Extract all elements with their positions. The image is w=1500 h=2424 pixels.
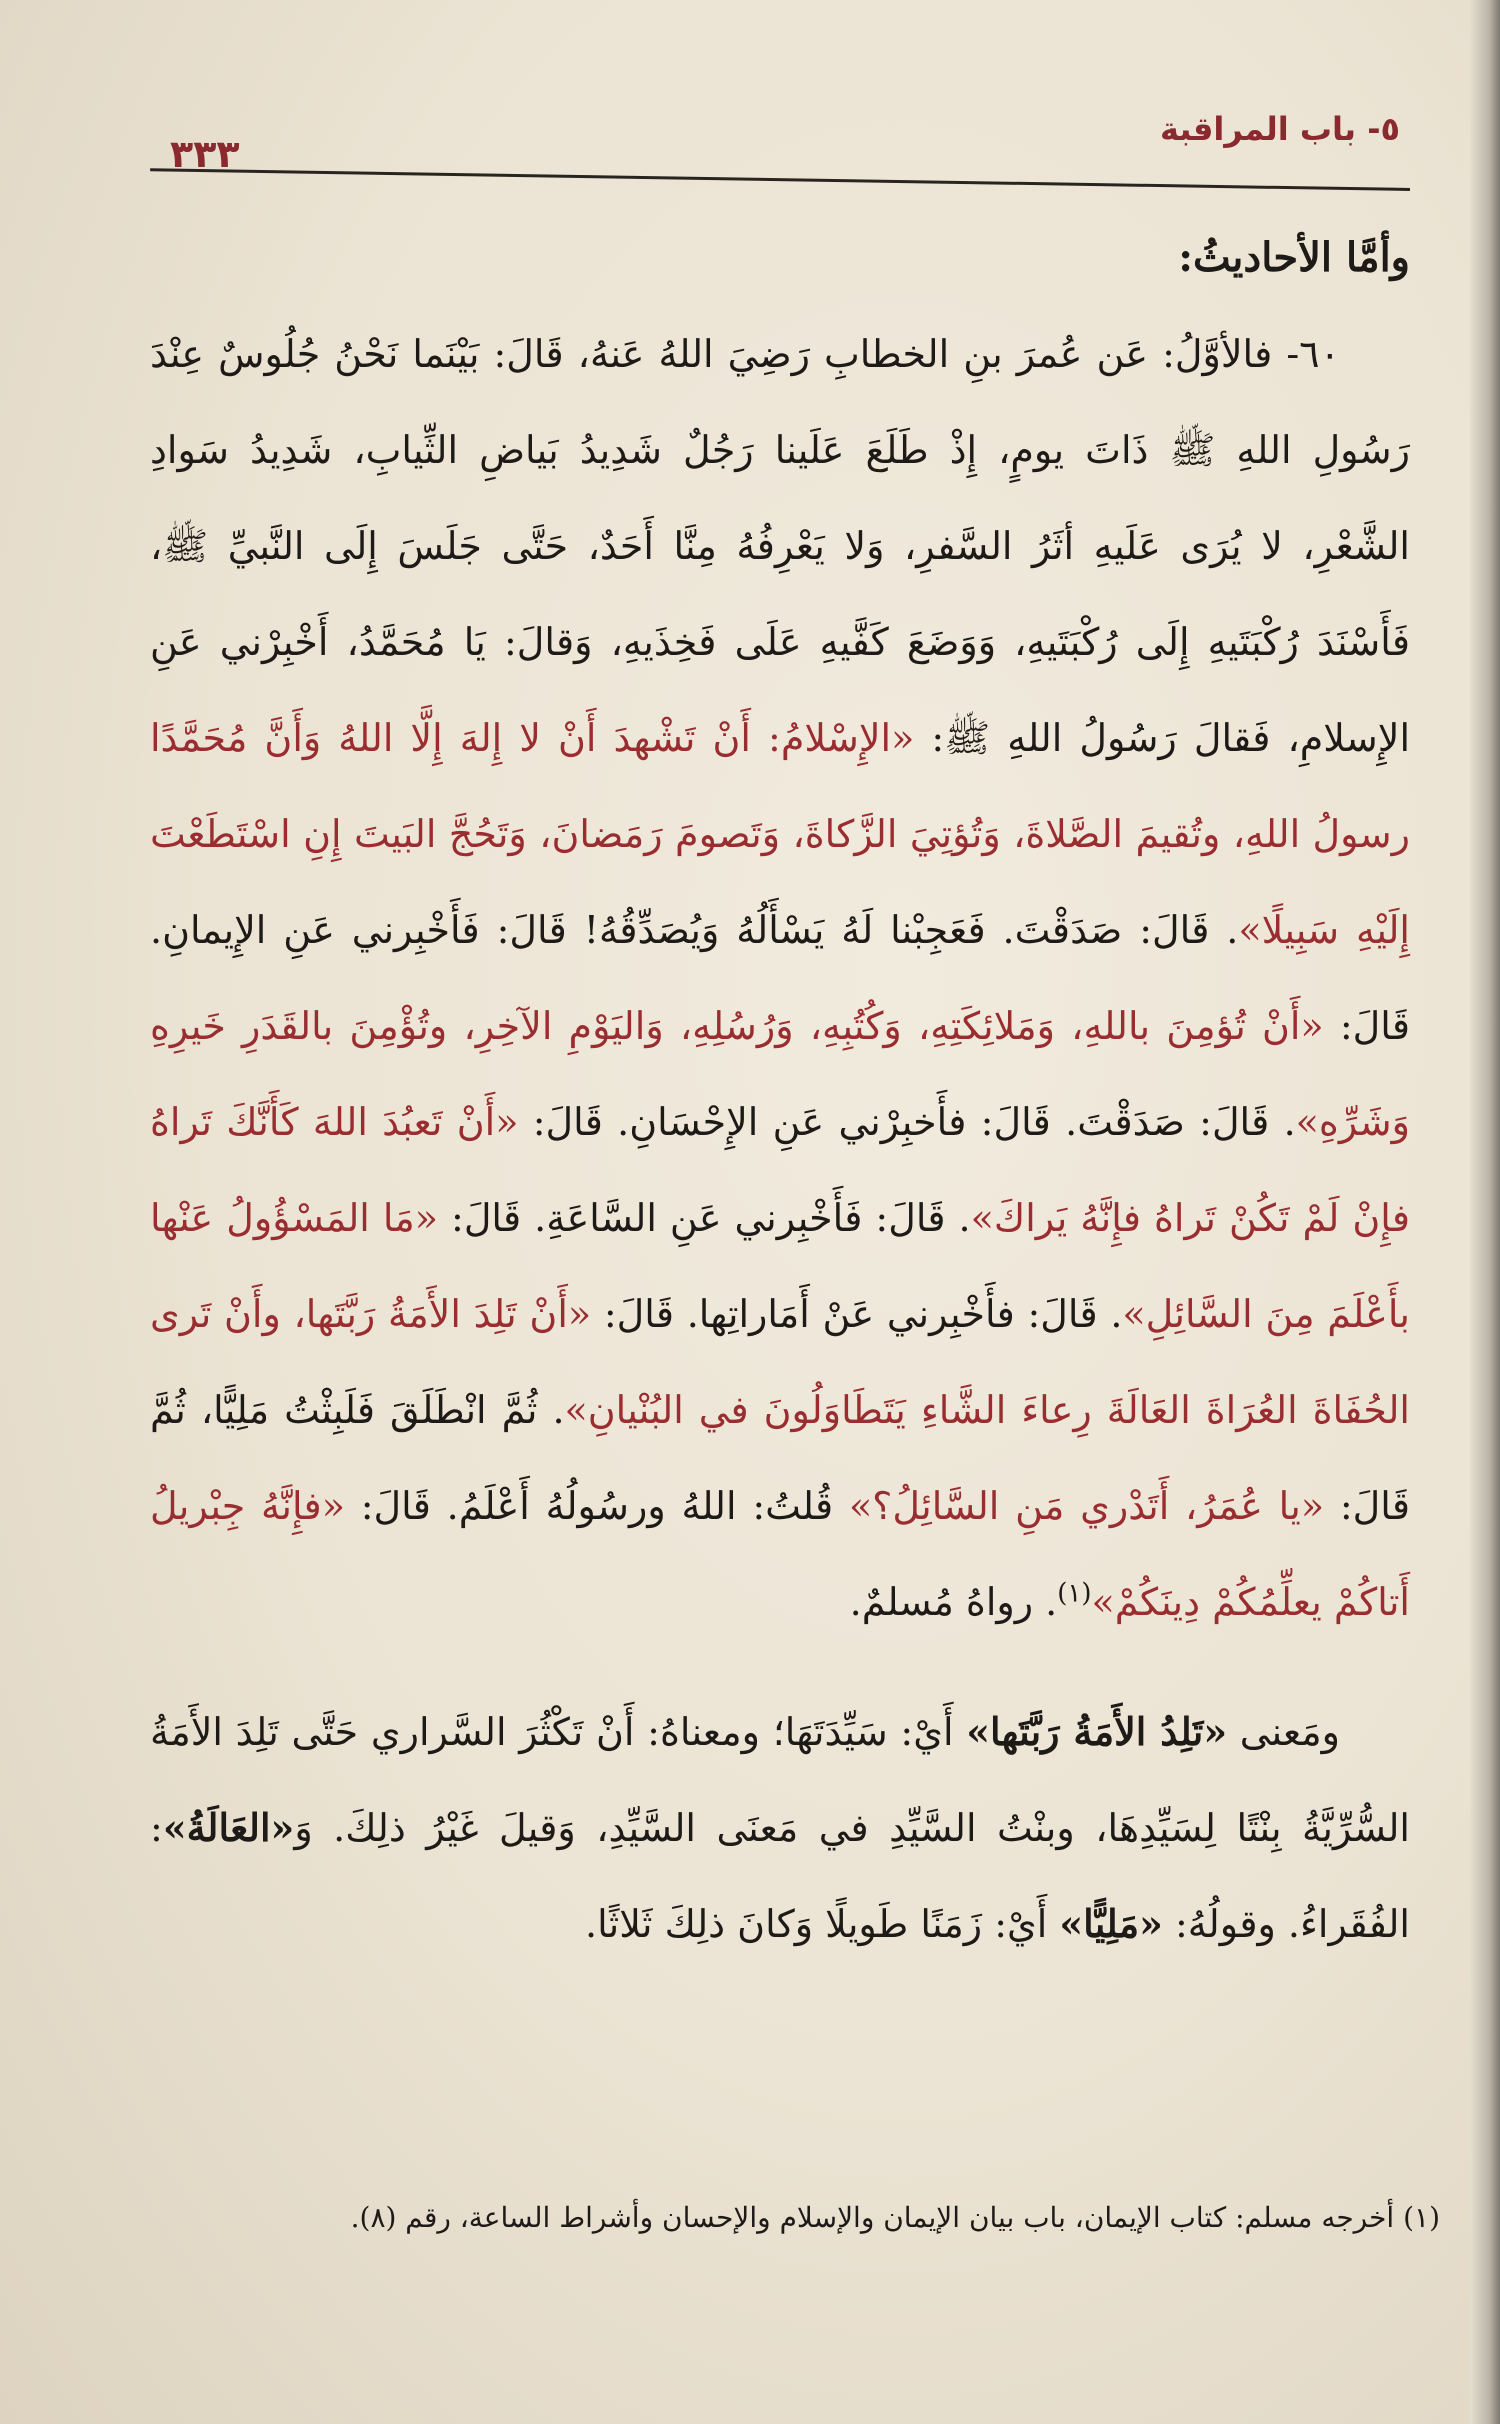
hadith-paragraph <box>150 306 1410 1650</box>
page-edge-shadow <box>1470 0 1500 2424</box>
prophet-quote: «أَنْ تُؤمِنَ باللهِ، وَمَلائِكَتِهِ، وَكُتُبِهِ، وَرُسُلِهِ، وَاليَوْمِ الآخِرِ، وتُؤْمِنَ بالقَدَرِ خَيرِهِ وَشَرِّهِ» <box>150 1004 1410 1144</box>
explanation-text: أَيْ: زَمَنًا طَويلًا وَكانَ ذلِكَ ثَلاثًا. <box>585 1902 1060 1946</box>
prophet-quote: «مَا المَسْؤُولُ عَنْها بأَعْلَمَ مِنَ السَّائِلِ» <box>150 1196 1411 1336</box>
explained-term: «العَالَةُ» <box>162 1805 295 1850</box>
explanation-text: ومَعنى <box>1227 1710 1340 1754</box>
prophet-quote: «يا عُمَرُ، أَتَدْري مَنِ السَّائِلُ؟» <box>848 1484 1325 1528</box>
hadith-text: ٦٠- فالأوَّلُ: عَن عُمرَ بنِ الخطابِ رَضِيَ اللهُ عَنهُ، قَالَ: بَيْنَما نَحْنُ جُلُوسٌ عِنْدَ رَسُولِ اللهِ ﷺ ذَاتَ يومٍ، إِذْ طَلَعَ عَلَينا رَجُلٌ شَدِيدُ بَياضِ الثِّيابِ، شَدِيدُ سَوادِ الشَّعْرِ، لا يُرَى عَلَيهِ أثَرُ السَّفرِ، وَلا يَعْرِفُهُ مِنَّا أَحَدٌ، حَتَّى جَلَسَ إِلَى النَّبيِّ ﷺ، فَأَسْنَدَ رُكْبَتَيهِ إِلَى رُكْبَتَيهِ، وَوَضَعَ كَفَّيهِ عَلَى فَخِذَيهِ، وَقالَ: يَا مُحَمَّدُ، أَخْبِرْني عَنِ الإِسلامِ، فَقالَ رَسُولُ اللهِ ﷺ: <box>150 332 1410 760</box>
main-text <box>150 210 1410 1972</box>
hadith-text: . قَالَ: فَأَخْبِرني عَنِ السَّاعَةِ. قَالَ: <box>438 1196 971 1240</box>
explanation-text: أَيْ: سَيِّدَتَهَا؛ ومعناهُ: أَنْ تَكْثُرَ السَّراري حَتَّى تَلِدَ الأَمَةُ السُّرِّيَّةُ بِنْتًا لِسَيِّدِهَا، وبنْتُ السَّيِّدِ في مَعنَى السَّيِّدِ، وَقيلَ غَيْرُ ذلِكَ. وَ <box>150 1710 1410 1850</box>
header-rule <box>150 168 1410 191</box>
footnote-text: (١) أخرجه مسلم: كتاب الإيمان، باب بيان الإيمان والإسلام والإحسان وأشراط الساعة، رقم (٨). <box>350 2201 1440 2234</box>
explanation-paragraph <box>150 1684 1410 1972</box>
prophet-quote: «الإِسْلامُ: أَنْ تَشْهدَ أَنْ لا إِلهَ إِلَّا اللهُ وَأَنَّ مُحَمَّدًا رسولُ اللهِ، وتُقيمَ الصَّلاةَ، وَتُؤتِيَ الزَّكاةَ، وَتَصومَ رَمَضانَ، وَتَحُجَّ البَيتَ إِنِ اسْتَطَعْتَ إِلَيْهِ سَبِيلًا» <box>150 716 1410 952</box>
section-heading: وأمَّا الأحاديثُ: <box>1178 234 1410 281</box>
hadith-text: . قَالَ: صَدَقْتَ. فَعَجِبْنا لَهُ يَسْأَلُهُ وَيُصَدِّقُهُ! قَالَ: فَأَخْبِرني عَنِ الإِيمانِ. قَالَ: <box>150 908 1410 1048</box>
hadith-text: . قَالَ: صَدَقْتَ. قَالَ: فأَخبِرْني عَنِ الإِحْسَانِ. قَالَ: <box>518 1100 1296 1144</box>
prophet-quote: «أَنْ تَعبُدَ اللهَ كَأَنَّكَ تَراهُ فإِنْ لَمْ تَكُنْ تَراهُ فإِنَّهُ يَراكَ» <box>150 1100 1410 1240</box>
prophet-quote: «أَنْ تَلِدَ الأَمَةُ رَبَّتَها، وأَنْ تَرى الحُفَاةَ العُرَاةَ العَالَةَ رِعاءَ الشَّاءِ يَتَطَاوَلُونَ في البُنْيانِ» <box>150 1292 1410 1432</box>
running-title: ٥- باب المراقبة <box>1159 110 1400 148</box>
explained-term: «تَلِدُ الأَمَةُ رَبَّتَها» <box>966 1709 1228 1754</box>
explanation-text: : الفُقَراءُ. وقولُهُ: <box>150 1806 1410 1946</box>
hadith-text: قُلتُ: اللهُ ورسُولُهُ أَعْلَمُ. قَالَ: <box>344 1484 849 1528</box>
footnote-marker: (١) <box>1057 1578 1092 1609</box>
explained-term: «مَلِيًّا» <box>1059 1901 1163 1946</box>
hadith-text: . رواهُ مُسلمٌ. <box>849 1580 1058 1624</box>
prophet-quote: «فإِنَّهُ جِبْريلُ أَتاكُمْ يعلِّمُكُمْ دِينَكُمْ» <box>150 1484 1410 1624</box>
hadith-text: . ثُمَّ انْطَلَقَ فَلَبِثْتُ مَلِيًّا، ثُمَّ قَالَ: <box>150 1388 1411 1528</box>
footnote-area <box>150 2140 1440 2260</box>
page-header <box>150 92 1410 192</box>
hadith-text: . قَالَ: فأَخْبِرني عَنْ أَمَاراتِها. قَالَ: <box>591 1292 1123 1336</box>
page-number: ٣٣٣ <box>170 132 240 176</box>
